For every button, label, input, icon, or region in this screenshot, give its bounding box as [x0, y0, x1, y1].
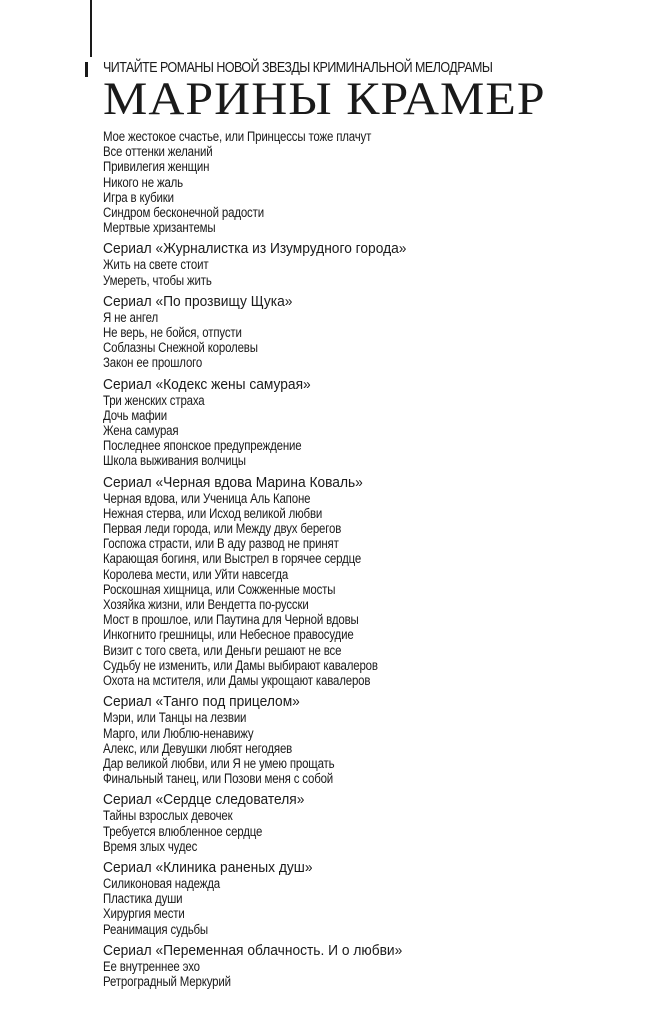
book-title: Визит с того света, или Деньги решают не все: [103, 642, 342, 658]
book-title: Нежная стерва, или Исход великой любви: [103, 505, 323, 521]
book-title: Закон ее прошлого: [103, 355, 203, 371]
book-title: Не верь, не бойся, отпусти: [103, 325, 242, 341]
book-title: Пластика души: [103, 891, 183, 907]
book-title: Синдром бесконечной радости: [103, 205, 264, 221]
series-section: [103, 475, 643, 689]
series-section: [103, 694, 643, 786]
book-title: Первая леди города, или Между двух берегов: [103, 521, 342, 537]
series-title: Сериал «Танго под прицелом»: [103, 694, 300, 711]
decorative-vertical-rule: [90, 0, 92, 57]
book-title: Мэри, или Танцы на лезвии: [103, 710, 247, 726]
series-title: Сериал «Черная вдова Марина Коваль»: [103, 474, 363, 491]
series-title: Сериал «Переменная облачность. И о любви»: [103, 942, 403, 959]
book-title: Хозяйка жизни, или Вендетта по-русски: [103, 597, 309, 613]
series-section: [103, 860, 643, 937]
book-title: Тайны взрослых девочек: [103, 808, 233, 824]
book-title: Соблазны Снежной королевы: [103, 340, 258, 356]
series-title: Сериал «По прозвищу Щука»: [103, 293, 293, 310]
book-title: Карающая богиня, или Выстрел в горячее сердце: [103, 551, 362, 567]
series-title: Сериал «Журналистка из Изумрудного города»: [103, 241, 407, 258]
book-title: Последнее японское предупреждение: [103, 438, 302, 454]
book-title: Жена самурая: [103, 423, 179, 439]
standalone-books: [103, 129, 643, 235]
book-title: Черная вдова, или Ученица Аль Капоне: [103, 490, 311, 506]
author-name: МАРИНЫ КРАМЕР: [103, 73, 546, 125]
book-title: Жить на свете стоит: [103, 257, 209, 273]
book-title: Хирургия мести: [103, 906, 185, 922]
book-title: Ретроградный Меркурий: [103, 973, 231, 989]
book-title: Мое жестокое счастье, или Принцессы тоже плачут: [103, 129, 372, 144]
book-title: Требуется влюбленное сердце: [103, 823, 263, 839]
book-title: Реанимация судьбы: [103, 921, 209, 937]
book-title: Мертвые хризантемы: [103, 220, 216, 236]
book-title: Школа выживания волчицы: [103, 453, 246, 469]
book-title: Алекс, или Девушки любят негодяев: [103, 740, 293, 756]
book-title: Дочь мафии: [103, 407, 168, 423]
book-title: Я не ангел: [103, 309, 159, 325]
series-section: [103, 241, 643, 287]
decorative-marker: [85, 62, 88, 77]
book-title: Силиконовая надежда: [103, 875, 220, 891]
series-section: [103, 294, 643, 371]
series-title: Сериал «Клиника раненых душ»: [103, 859, 313, 876]
kicker-text: ЧИТАЙТЕ РОМАНЫ НОВОЙ ЗВЕЗДЫ КРИМИНАЛЬНОЙ МЕЛОДРАМЫ: [103, 60, 493, 76]
series-section: [103, 792, 643, 854]
book-title: Дар великой любви, или Я не умею прощать: [103, 755, 335, 771]
book-title: Умереть, чтобы жить: [103, 272, 212, 288]
book-list: [103, 129, 643, 995]
book-title: Охота на мстителя, или Дамы укрощают кавалеров: [103, 673, 371, 689]
series-title: Сериал «Кодекс жены самурая»: [103, 376, 311, 393]
series-title: Сериал «Сердце следователя»: [103, 792, 305, 809]
book-title: Госпожа страсти, или В аду развод не принят: [103, 536, 339, 552]
book-title: Судьбу не изменить, или Дамы выбирают кавалеров: [103, 657, 378, 673]
book-title: Мост в прошлое, или Паутина для Черной вдовы: [103, 612, 359, 628]
book-title: Королева мести, или Уйти навсегда: [103, 566, 289, 582]
book-title: Ее внутреннее эхо: [103, 958, 200, 974]
series-section: [103, 943, 643, 989]
book-title: Роскошная хищница, или Сожженные мосты: [103, 581, 336, 597]
book-title: Игра в кубики: [103, 189, 174, 205]
series-section: [103, 377, 643, 469]
book-title: Время злых чудес: [103, 838, 198, 854]
book-title: Три женских страха: [103, 392, 205, 408]
book-title: Привилегия женщин: [103, 159, 210, 175]
book-title: Инкогнито грешницы, или Небесное правосудие: [103, 627, 354, 643]
page-header: [103, 60, 643, 123]
book-title: Марго, или Люблю-ненавижу: [103, 725, 254, 741]
book-title: Все оттенки желаний: [103, 144, 213, 160]
book-title: Финальный танец, или Позови меня с собой: [103, 771, 334, 787]
book-title: Никого не жаль: [103, 174, 183, 190]
